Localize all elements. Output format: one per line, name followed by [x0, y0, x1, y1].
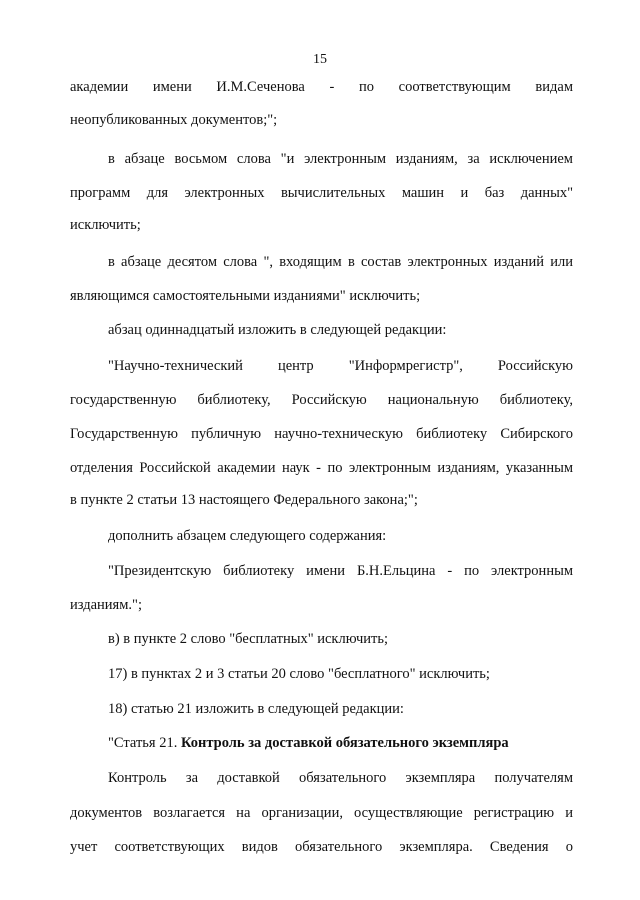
text-line: государственную библиотеку, Российскую национальную библиотеку,: [70, 392, 573, 408]
text-line: документов возлагается на организации, осуществляющие регистрацию и: [70, 805, 573, 821]
text-line: 18) статью 21 изложить в следующей редакции:: [108, 701, 404, 717]
text-line: отделения Российской академии наук - по электронным изданиям, указанным: [70, 460, 573, 476]
article-heading-prefix: "Статья 21.: [108, 735, 181, 751]
text-line: Контроль за доставкой обязательного экземпляра получателям: [108, 770, 573, 786]
text-line: неопубликованных документов;";: [70, 112, 278, 128]
text-line: 17) в пунктах 2 и 3 статьи 20 слово "бесплатного" исключить;: [108, 666, 490, 682]
text-line: абзац одиннадцатый изложить в следующей редакции:: [108, 322, 447, 338]
text-line: исключить;: [70, 217, 141, 233]
text-line: являющимся самостоятельными изданиями" исключить;: [70, 288, 421, 304]
text-line: в абзаце восьмом слова "и электронным изданиям, за исключением: [108, 151, 573, 167]
text-line: Государственную публичную научно-техническую библиотеку Сибирского: [70, 426, 573, 442]
article-heading-title: Контроль за доставкой обязательного экземпляра: [180, 735, 509, 751]
text-line: академии имени И.М.Сеченова - по соответствующим видам: [70, 79, 573, 95]
text-line: учет соответствующих видов обязательного экземпляра. Сведения о: [70, 839, 573, 855]
text-line: программ для электронных вычислительных машин и баз данных": [70, 185, 573, 201]
text-line: изданиям.";: [70, 597, 142, 613]
article-heading: [108, 734, 573, 752]
text-line: дополнить абзацем следующего содержания:: [108, 528, 387, 544]
text-line: "Научно-технический центр "Информрегистр", Российскую: [108, 358, 573, 374]
text-line: в) в пункте 2 слово "бесплатных" исключить;: [108, 631, 389, 647]
text-line: в абзаце десятом слова ", входящим в состав электронных изданий или: [108, 254, 573, 270]
text-line: в пункте 2 статьи 13 настоящего Федерального закона;";: [70, 492, 418, 508]
text-line: "Президентскую библиотеку имени Б.Н.Ельцина - по электронным: [108, 563, 573, 579]
page-number: 15: [313, 52, 327, 67]
